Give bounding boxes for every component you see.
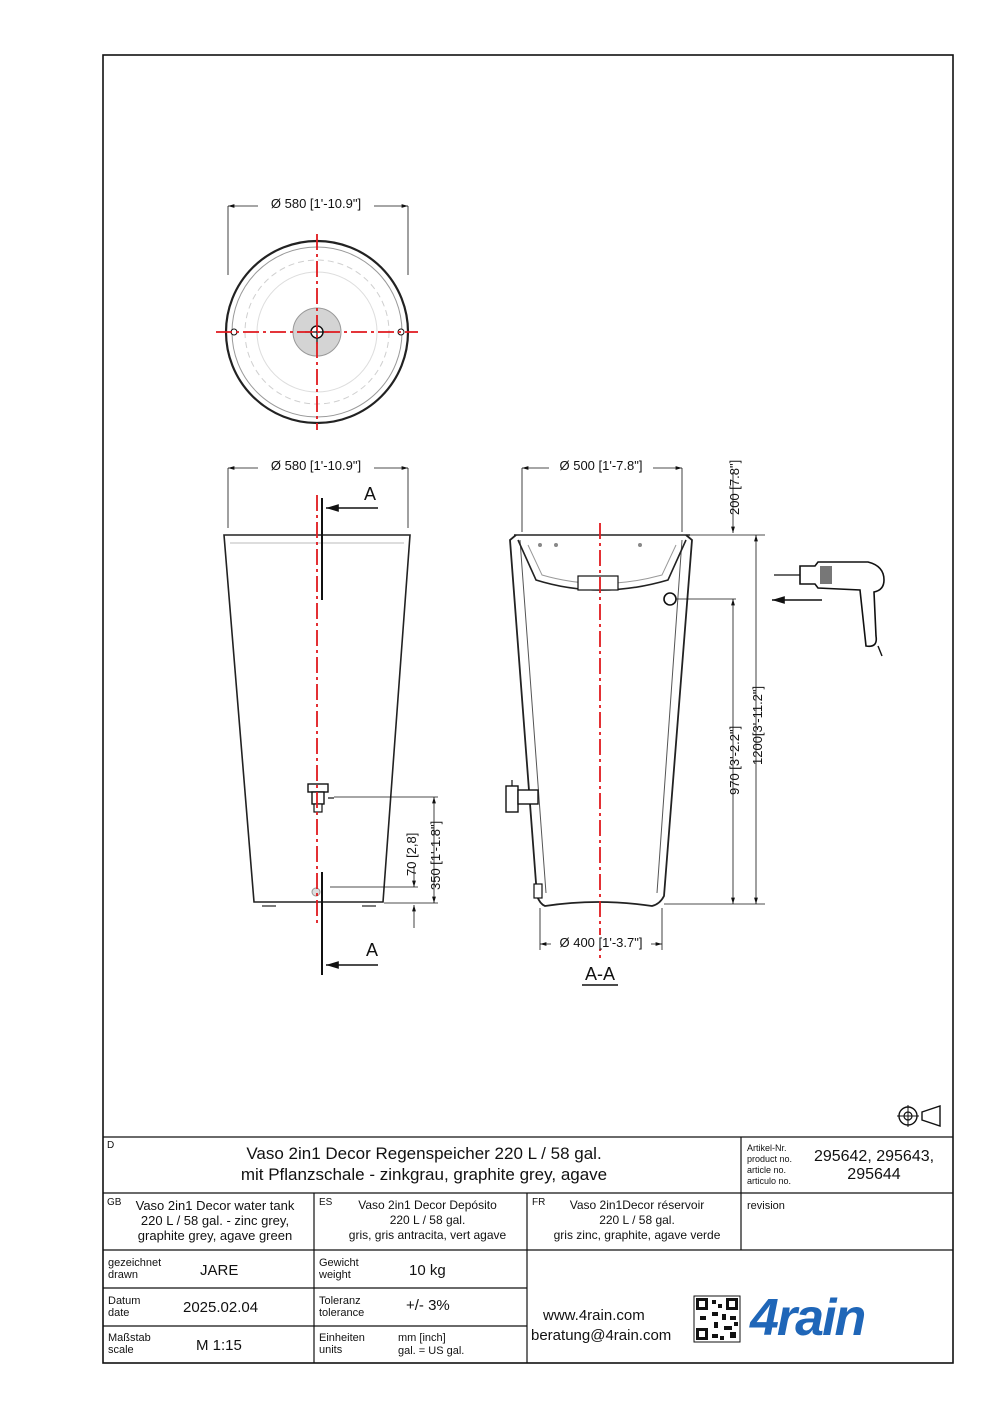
- date-label: Datum date: [108, 1295, 141, 1319]
- date-value: 2025.02.04: [183, 1299, 259, 1316]
- dim-overflow-height: 970 [3'-2.2"]: [727, 725, 742, 795]
- brand-logo: 4rain: [750, 1289, 865, 1347]
- gb-code: GB: [107, 1197, 122, 1208]
- gb-description: Vaso 2in1 Decor water tank 220 L / 58 gal. - zinc grey, graphite grey, agave green: [135, 1198, 295, 1243]
- top-view: [216, 196, 418, 430]
- tolerance-value: +/- 3%: [406, 1297, 450, 1314]
- units-label: Einheiten units: [319, 1332, 365, 1356]
- section-label: A-A: [584, 964, 616, 984]
- drill-icon: [772, 562, 884, 656]
- qr-code-icon: [694, 1296, 740, 1342]
- section-tap-icon: [506, 780, 538, 812]
- overflow-fitting: [664, 593, 676, 605]
- es-description: Vaso 2in1 Decor Depósito 220 L / 58 gal. gris, gris antracita, vert agave: [348, 1198, 507, 1242]
- dim-bowl-depth: 200 [7.8"]: [727, 459, 742, 515]
- dim-tap-offset: 70 [2,8]: [404, 832, 419, 876]
- dim-inner-diameter: Ø 500 [1'-7.8"]: [559, 458, 643, 473]
- fr-code: FR: [532, 1197, 546, 1208]
- article-numbers: 295642, 295643, 295644: [813, 1148, 935, 1183]
- drawn-value: JARE: [200, 1262, 239, 1279]
- email-link[interactable]: beratung@4rain.com: [531, 1327, 672, 1344]
- tolerance-label: Toleranz tolerance: [319, 1295, 365, 1319]
- dim-total-height: 1200[3'-11.2"]: [750, 685, 765, 765]
- dim-front-diameter: Ø 580 [1'-10.9"]: [270, 458, 362, 473]
- sheet-code: D: [107, 1140, 115, 1151]
- front-view: [224, 458, 443, 975]
- dim-tap-height: 350 [1'-1.8"]: [428, 820, 443, 890]
- dim-top-diameter: Ø 580 [1'-10.9"]: [270, 196, 362, 211]
- scale-value: M 1:15: [196, 1337, 242, 1354]
- weight-value: 10 kg: [409, 1262, 446, 1279]
- section-view: [506, 458, 765, 985]
- title-line-1: Vaso 2in1 Decor Regenspeicher 220 L / 58 gal.: [246, 1144, 602, 1163]
- website-link[interactable]: www.4rain.com: [543, 1307, 645, 1324]
- projection-symbol-icon: [897, 1105, 940, 1127]
- drawn-label: gezeichnet drawn: [108, 1257, 162, 1281]
- es-code: ES: [319, 1197, 333, 1208]
- title-line-2: mit Pflanzschale - zinkgrau, graphite grey, agave: [240, 1165, 608, 1184]
- drawing-title: [112, 1143, 736, 1185]
- section-marker-bottom: A: [366, 940, 379, 960]
- section-marker-top: A: [364, 484, 377, 504]
- dim-base-diameter: Ø 400 [1'-3.7"]: [559, 935, 643, 950]
- fr-description: Vaso 2in1Decor réservoir 220 L / 58 gal. gris zinc, graphite, agave verde: [553, 1198, 721, 1242]
- units-value: mm [inch] gal. = US gal.: [398, 1332, 465, 1357]
- tap-icon: [308, 784, 334, 812]
- weight-label: Gewicht weight: [319, 1257, 359, 1281]
- scale-label: Maßstab scale: [108, 1332, 151, 1356]
- article-label: Artikel-Nr. product no. article no. articulo no.: [747, 1143, 793, 1186]
- revision-label: revision: [747, 1200, 785, 1212]
